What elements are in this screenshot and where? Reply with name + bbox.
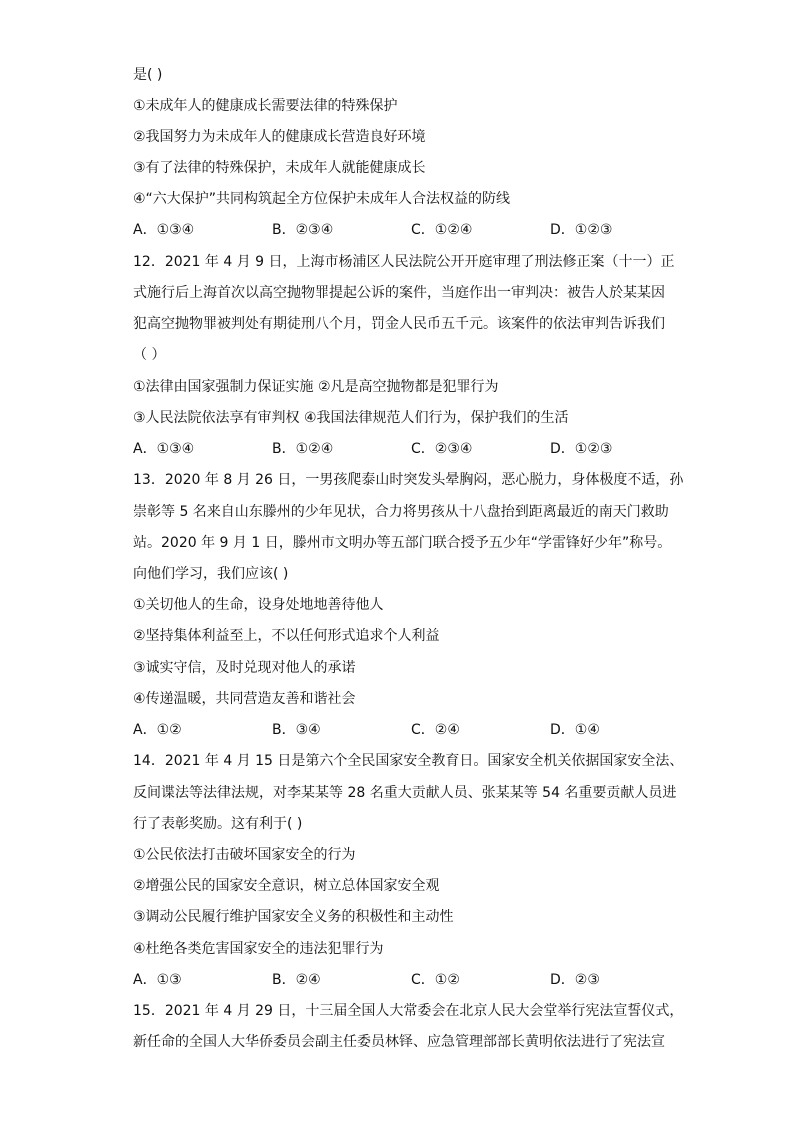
- q13-option-a[interactable]: A．①②: [133, 722, 182, 738]
- q14-option-b[interactable]: B．②④: [272, 972, 321, 988]
- q11-options: [133, 221, 693, 239]
- q12-line-4: （ ）: [133, 347, 166, 363]
- q11-option-b[interactable]: B．②③④: [272, 222, 334, 238]
- q13-line-2: 崇彰等 5 名来自山东滕州的少年见状，合力将男孩从十八盘抬到距离最近的南天门救助: [133, 504, 669, 520]
- q15-line-2: 新任命的全国人大华侨委员会副主任委员林铎、应急管理部部长黄明依法进行了宪法宣: [133, 1034, 665, 1050]
- q12-option-a[interactable]: A．①③④: [133, 441, 195, 457]
- q14-option-d[interactable]: D．②③: [550, 972, 600, 988]
- q12-line-1: 12．2021 年 4 月 9 日，上海市杨浦区人民法院公开开庭审理了刑法修正案（十一）正: [133, 254, 675, 270]
- q12-statement-2: ③人民法院依法享有审判权 ④我国法律规范人们行为，保护我们的生活: [133, 410, 569, 426]
- q13-statement-1: ①关切他人的生命，设身处地地善待他人: [133, 597, 384, 613]
- q13-statement-2: ②坚持集体利益至上，不以任何形式追求个人利益: [133, 628, 440, 644]
- q14-line-1: 14．2021 年 4 月 15 日是第六个全民国家安全教育日。国家安全机关依据国家安全法、: [133, 753, 684, 769]
- q13-line-1: 13．2020 年 8 月 26 日，一男孩爬泰山时突发头晕胸闷，恶心脱力，身体极度不适，孙: [133, 472, 684, 488]
- q14-option-a[interactable]: A．①③: [133, 972, 182, 988]
- q13-line-3: 站。2020 年 9 月 1 日，滕州市文明办等五部门联合授予五少年“学雷锋好少年”称号。: [133, 535, 672, 551]
- q14-line-2: 反间谍法等法律法规，对李某某等 28 名重大贡献人员、张某某等 54 名重要贡献人员进: [133, 785, 677, 801]
- q11-option-d[interactable]: D．①②③: [550, 222, 613, 238]
- q11-statement-4: ④“六大保护”共同构筑起全方位保护未成年人合法权益的防线: [133, 191, 511, 207]
- q12-line-3: 犯高空抛物罪被判处有期徒刑八个月，罚金人民币五千元。该案件的依法审判告诉我们: [133, 316, 665, 332]
- q12-option-b[interactable]: B．①②④: [272, 441, 334, 457]
- q11-option-a[interactable]: A．①③④: [133, 222, 195, 238]
- q14-statement-1: ①公民依法打击破坏国家安全的行为: [133, 847, 356, 863]
- q12-options: [133, 440, 693, 458]
- q11-statement-2: ②我国努力为未成年人的健康成长营造良好环境: [133, 129, 426, 145]
- q12-option-c[interactable]: C．②③④: [411, 441, 473, 457]
- q12-line-2: 式施行后上海首次以高空抛物罪提起公诉的案件，当庭作出一审判决：被告人於某某因: [133, 285, 665, 301]
- q13-statement-3: ③诚实守信，及时兑现对他人的承诺: [133, 660, 356, 676]
- q11-statement-3: ③有了法律的特殊保护，未成年人就能健康成长: [133, 160, 426, 176]
- q14-statement-2: ②增强公民的国家安全意识，树立总体国家安全观: [133, 878, 440, 894]
- q14-options: [133, 971, 693, 989]
- q13-options: [133, 721, 693, 739]
- q14-option-c[interactable]: C．①②: [411, 972, 460, 988]
- q13-statement-4: ④传递温暖，共同营造友善和谐社会: [133, 691, 356, 707]
- q14-statement-3: ③调动公民履行维护国家安全义务的积极性和主动性: [133, 909, 454, 925]
- q11-option-c[interactable]: C．①②④: [411, 222, 473, 238]
- q15-line-1: 15．2021 年 4 月 29 日，十三届全国人大常委会在北京人民大会堂举行宪法宣誓仪式，: [133, 1003, 684, 1019]
- q13-option-d[interactable]: D．①④: [550, 722, 600, 738]
- q13-line-4: 向他们学习，我们应该( ): [133, 566, 289, 582]
- q12-option-d[interactable]: D．①②③: [550, 441, 613, 457]
- q11-tail: 是( ): [133, 67, 163, 83]
- q14-statement-4: ④杜绝各类危害国家安全的违法犯罪行为: [133, 941, 384, 957]
- q13-option-b[interactable]: B．③④: [272, 722, 321, 738]
- q13-option-c[interactable]: C．②④: [411, 722, 460, 738]
- q14-line-3: 行了表彰奖励。这有利于( ): [133, 816, 303, 832]
- q12-statement-1: ①法律由国家强制力保证实施 ②凡是高空抛物都是犯罪行为: [133, 379, 499, 395]
- q11-statement-1: ①未成年人的健康成长需要法律的特殊保护: [133, 98, 398, 114]
